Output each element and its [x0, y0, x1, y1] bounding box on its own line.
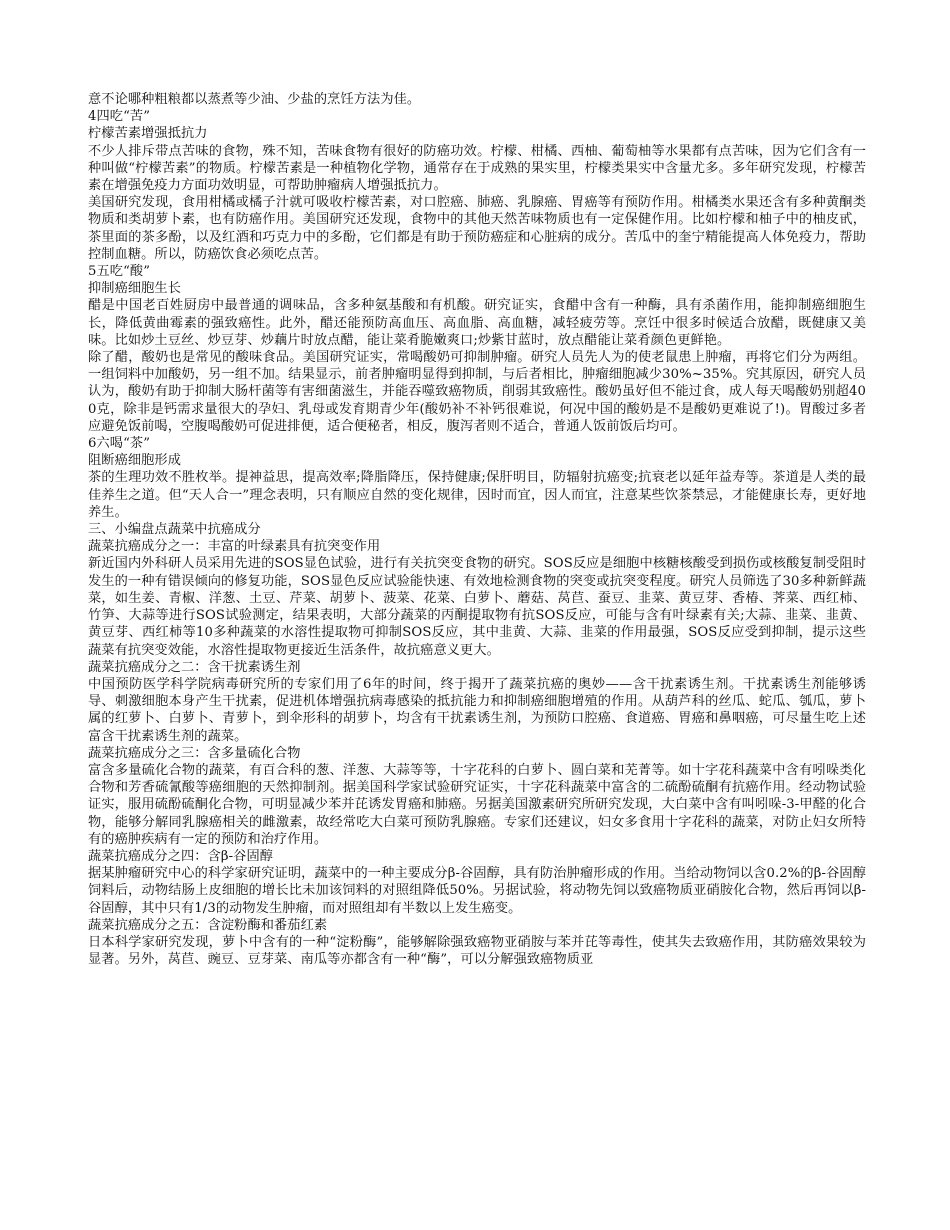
section-heading-vegetables: 三、小编盘点蔬菜中抗癌成分 — [88, 522, 261, 538]
paragraph-interferon: 中国预防医学科学院病毒研究所的专家们用了6年的时间，终于揭开了蔬菜抗癌的奥妙——含干扰素诱生剂。干扰素诱生剂能够诱导、刺激细胞本身产生干扰素，促进机体增强抗病毒感染的抵抗能力和抑制癌细胞增殖的作用。从葫芦科的丝瓜、蛇瓜、瓠瓜，萝卜属的红萝卜、白萝卜、青萝卜，到伞形科的胡萝卜，均含有干扰素诱生剂，为预防口腔癌、食道癌、胃癌和鼻咽癌，可尽量生吃上述富含干扰素诱生剂的蔬菜。 — [88, 676, 866, 744]
paragraph-sos-test: 新近国内外科研人员采用先进的SOS显色试验，进行有关抗突变食物的研究。SOS反应是细胞中核糖核酸受到损伤或核酸复制受阻时发生的一种有错误倾向的修复功能，SOS显色反应试验能快速、有效地检测食物的突变或抗突变程度。研究人员筛选了30多种新鲜蔬菜，如生姜、青椒、洋葱、土豆、芹菜、胡萝卜、菠菜、花菜、白萝卜、蘑菇、莴苣、蚕豆、韭菜、黄豆芽、香椿、荠菜、西红柿、竹笋、大蒜等进行SOS试验测定，结果表明，大部分蔬菜的丙酮提取物有抗SOS反应，可能与含有叶绿素有关;大蒜、韭菜、韭黄、黄豆芽、西红柿等10多种蔬菜的水溶性提取物可抑制SOS反应，其中韭黄、大蒜、韭菜的作用最强，SOS反应受到抑制，提示这些蔬菜有抗突变效能，水溶性提取物更接近生活条件，故抗癌意义更大。 — [88, 556, 866, 658]
paragraph-amylase: 日本科学家研究发现，萝卜中含有的一种“淀粉酶”，能够解除强致癌物亚硝胺与苯并芘等毒性，使其失去致癌作用，其防癌效果较为显著。另外，莴苣、豌豆、豆芽菜、南瓜等亦都含有一种“酶”，可以分解强致癌物质亚 — [88, 934, 866, 968]
paragraph-sitosterol: 据某肿瘤研究中心的科学家研究证明，蔬菜中的一种主要成分β-谷固醇，具有防治肿瘤形成的作用。当给动物饲以含0.2%的β-谷固醇饲料后，动物结肠上皮细胞的增长比未加该饲料的对照组降低50%。另据试验，将动物先饲以致癌物质亚硝胺化合物，然后再饲以β-谷固醇，其中只有1/3的动物发生肿瘤，而对照组却有半数以上发生癌变。 — [88, 866, 866, 916]
heading-eat-bitter: 4四吃“苦” — [88, 109, 151, 125]
document-body — [88, 91, 866, 968]
subheading-limonin: 柠檬苦素增强抵抗力 — [88, 126, 208, 142]
subheading-interferon: 蔬菜抗癌成分之二：含干扰素诱生剂 — [88, 659, 301, 675]
paragraph-vinegar: 醋是中国老百姓厨房中最普通的调味品，含多种氨基酸和有机酸。研究证实，食醋中含有一种酶，具有杀菌作用，能抑制癌细胞生长，降低黄曲霉素的强致癌性。此外，醋还能预防高血压、高血脂、高血糖，减轻疲劳等。烹饪中很多时候适合放醋，既健康又美味。比如炒土豆丝、炒豆芽、炒藕片时放点醋，能让菜肴脆嫩爽口;炒紫甘蓝时，放点醋能让菜肴颜色更鲜艳。 — [88, 298, 866, 348]
paragraph-yogurt: 除了醋，酸奶也是常见的酸味食品。美国研究证实，常喝酸奶可抑制肿瘤。研究人员先人为的使老鼠患上肿瘤，再将它们分为两组。一组饲料中加酸奶，另一组不加。结果显示，前者肿瘤明显得到抑制，与后者相比，肿瘤细胞减少30%~35%。究其原因，研究人员认为，酸奶有助于抑制大肠杆菌等有害细菌滋生，并能吞噬致癌物质，削弱其致癌性。酸奶虽好但不能过食，成人每天喝酸奶别超400克，除非是钙需求量很大的孕妇、乳母或发育期青少年(酸奶补不补钙很难说，何况中国的酸奶是不是酸奶更难说了!)。胃酸过多者应避免饭前喝，空腹喝酸奶可促进排便，适合便秘者，相反，腹泻者则不适合，普通人饭前饭后均可。 — [88, 350, 866, 434]
paragraph-bitter-foods: 不少人排斥带点苦味的食物，殊不知，苦味食物有很好的防癌功效。柠檬、柑橘、西柚、葡萄柚等水果都有点苦味，因为它们含有一种叫做“柠檬苦素”的物质。柠檬苦素是一种植物化学物，通常存在于成熟的果实里，柠檬类果实中含量尤多。多年研究发现，柠檬苦素在增强免疫力方面功效明显，可帮助肿瘤病人增强抵抗力。 — [88, 143, 866, 194]
paragraph-tea: 茶的生理功效不胜枚举。提神益思，提高效率;降脂降压，保持健康;保肝明目，防辐射抗癌变;抗衰老以延年益寿等。茶道是人类的最佳养生之道。但“天人合一”理念表明，只有顺应自然的变化规律，因时而宜，因人而宜，注意某些饮茶禁忌，才能健康长寿，更好地养生。 — [88, 470, 866, 520]
subheading-sulfur-compounds: 蔬菜抗癌成分之三：含多量硫化合物 — [88, 745, 301, 761]
subheading-block-cancer-cells: 阻断癌细胞形成 — [88, 453, 182, 469]
subheading-amylase-lycopene: 蔬菜抗癌成分之五：含淀粉酶和番茄红素 — [88, 917, 328, 933]
subheading-inhibit-cancer-cells: 抑制癌细胞生长 — [88, 281, 182, 297]
paragraph-citrus-research: 美国研究发现，食用柑橘或橘子汁就可吸收柠檬苦素，对口腔癌、肺癌、乳腺癌、胃癌等有预防作用。柑橘类水果还含有多种黄酮类物质和类胡萝卜素，也有防癌作用。美国研究还发现，食物中的其他天然苦味物质也有一定保健作用。比如柠檬和柚子中的柚皮甙，茶里面的茶多酚，以及红酒和巧克力中的多酚，它们都是有助于预防癌症和心脏病的成分。苦瓜中的奎宁精能提高人体免疫力，帮助控制血糖。所以，防癌饮食必须吃点苦。 — [88, 195, 866, 262]
subheading-sitosterol: 蔬菜抗癌成分之四：含β-谷固醇 — [88, 848, 274, 864]
paragraph-sulfur-compounds: 富含多量硫化合物的蔬菜，有百合科的葱、洋葱、大蒜等等，十字花科的白萝卜、圆白菜和芜菁等。如十字花科蔬菜中含有吲哚类化合物和芳香硫氰酸等癌细胞的天然抑制剂。据美国科学家试验研究证实，十字花科蔬菜中富含的二硫酚硫酮有抗癌作用。经动物试验证实，服用硫酚硫酮化合物，可明显减少苯并芘诱发胃癌和肺癌。另据美国激素研究所研究发现，大白菜中含有叫吲哚-3-甲醛的化合物，能够分解同乳腺癌相关的雌激素，故经常吃大白菜可预防乳腺癌。专家们还建议，妇女多食用十字花科的蔬菜，对防止妇女所特有的癌肿疾病有一定的预防和治疗作用。 — [88, 762, 866, 847]
heading-eat-sour: 5五吃“酸” — [88, 264, 151, 280]
subheading-chlorophyll: 蔬菜抗癌成分之一：丰富的叶绿素具有抗突变作用 — [88, 539, 381, 555]
heading-drink-tea: 6六喝“茶” — [88, 436, 151, 452]
paragraph-grain-cooking: 意不论哪种粗粮都以蒸煮等少油、少盐的烹饪方法为佳。 — [88, 92, 421, 107]
